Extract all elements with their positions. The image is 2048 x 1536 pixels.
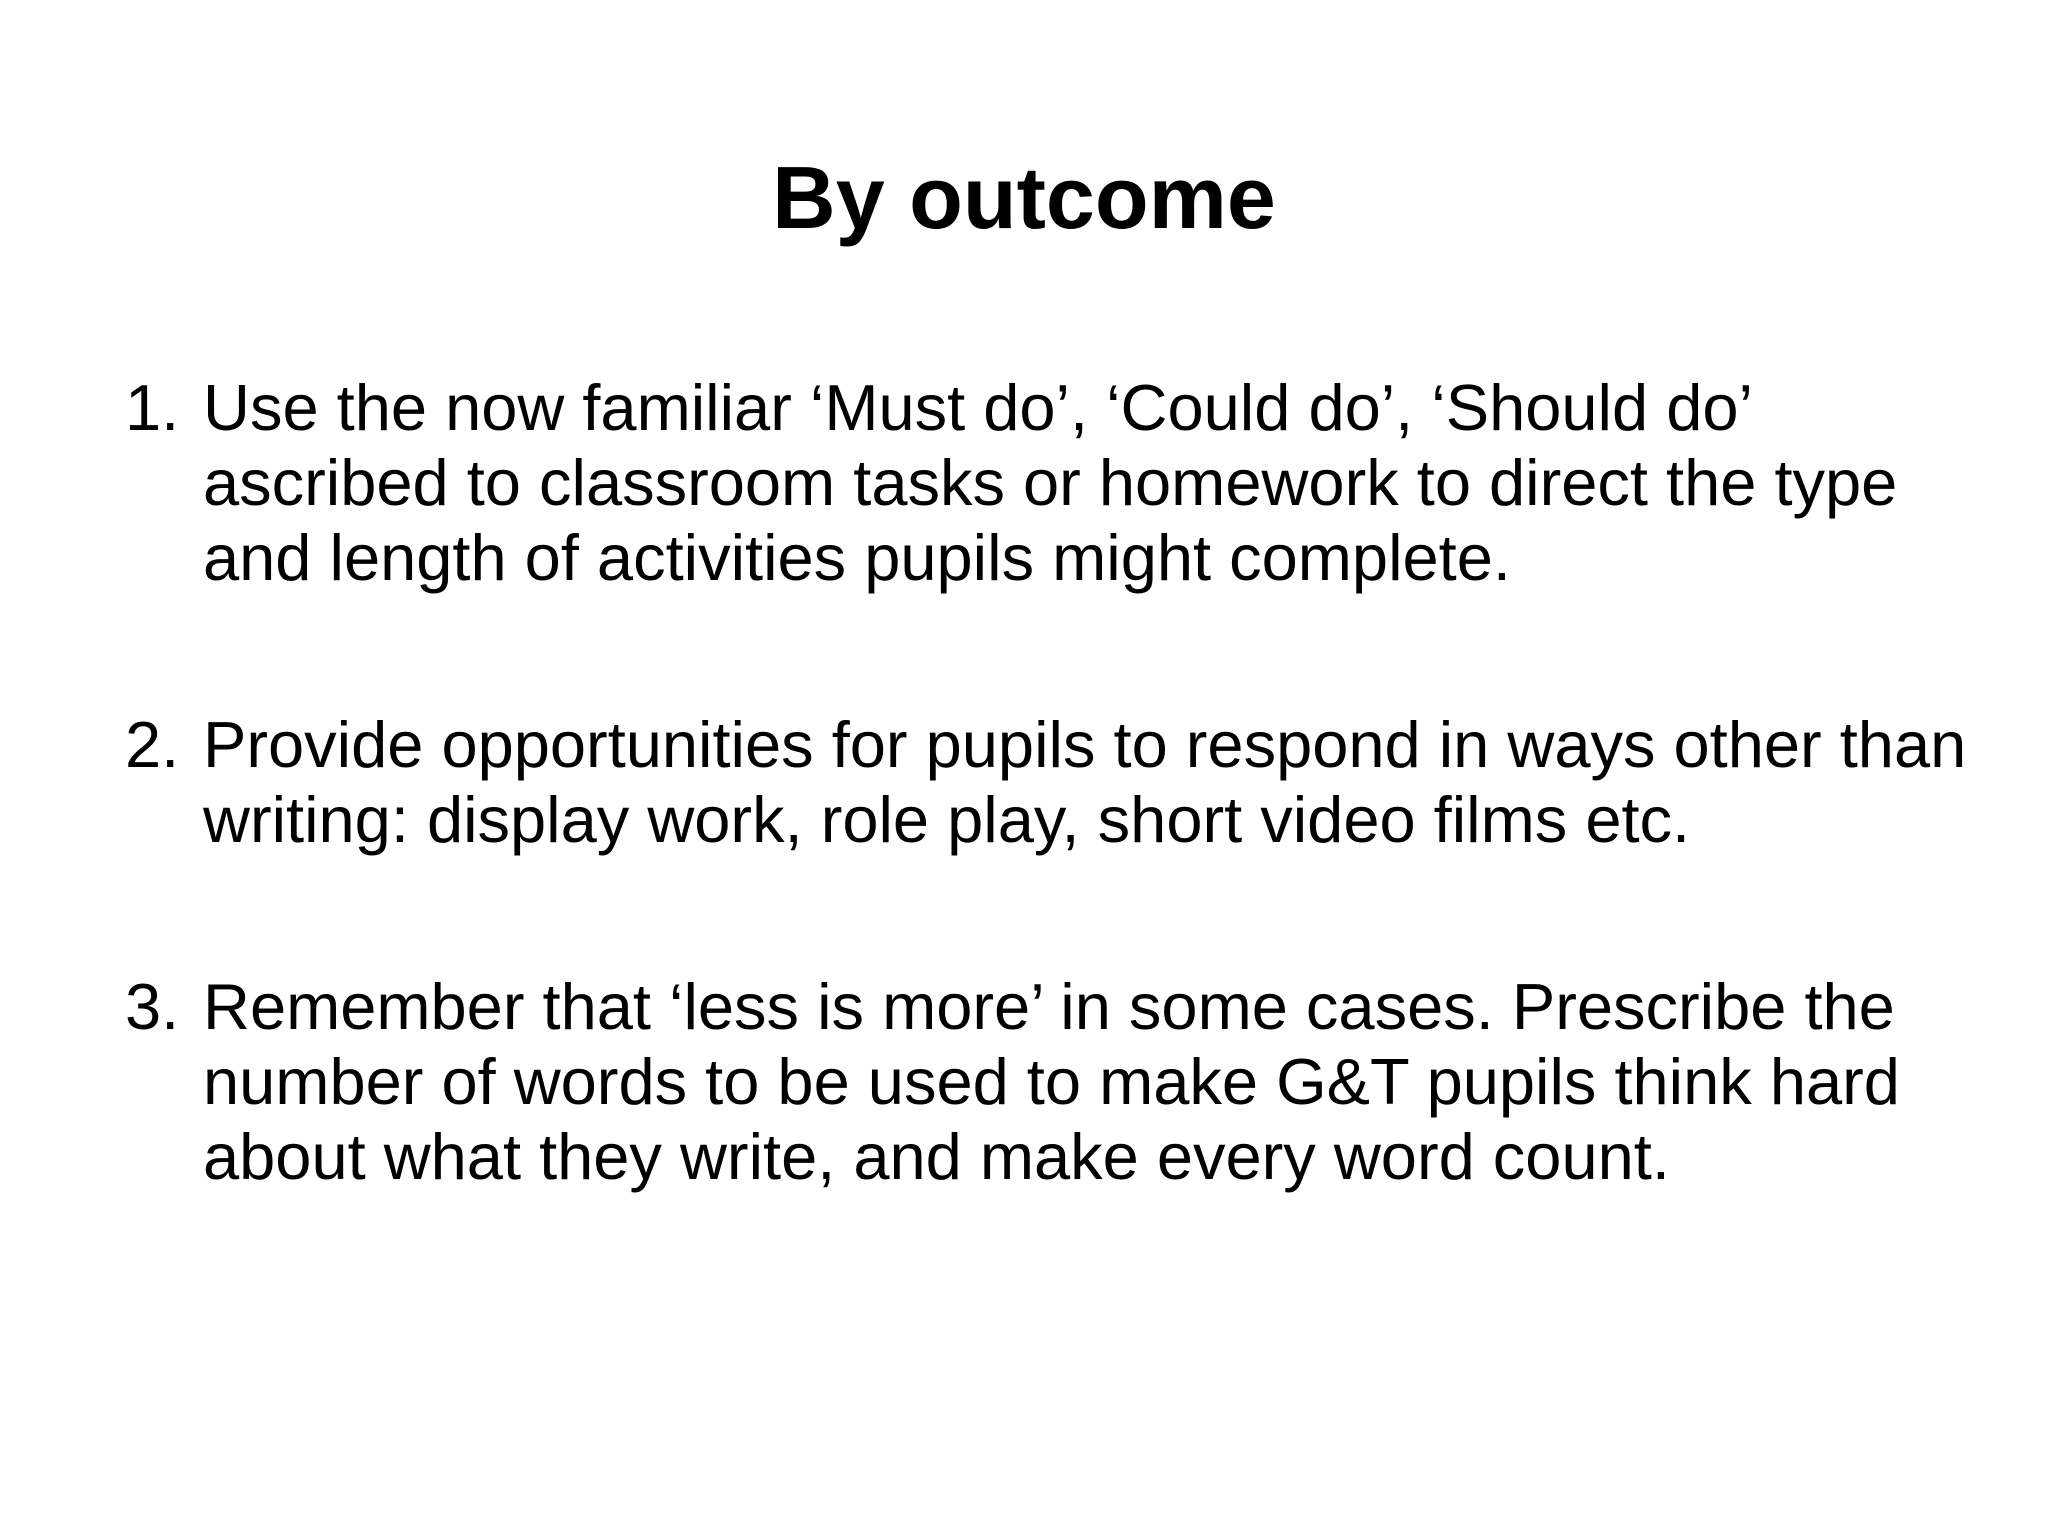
list-item-text: Remember that ‘less is more’ in some cases. Prescribe the number of words to be used to make G&T pupils think hard about what they write, and make every word count. xyxy=(203,970,1900,1193)
list-item-number: 1. xyxy=(125,371,180,444)
list-item xyxy=(125,370,1985,595)
list-item-text: Use the now familiar ‘Must do’, ‘Could do’, ‘Should do’ ascribed to classroom tasks or homework to direct the type and length of activities pupils might complete. xyxy=(203,371,1898,594)
list-item xyxy=(125,707,1985,857)
slide-title: By outcome xyxy=(772,148,1276,247)
list-item-number: 3. xyxy=(125,970,180,1043)
list-item xyxy=(125,969,1985,1194)
list-item-number: 2. xyxy=(125,708,180,781)
list-item-text: Provide opportunities for pupils to respond in ways other than writing: display work, role play, short video films etc. xyxy=(203,708,1967,856)
outcome-list xyxy=(125,370,1985,1194)
